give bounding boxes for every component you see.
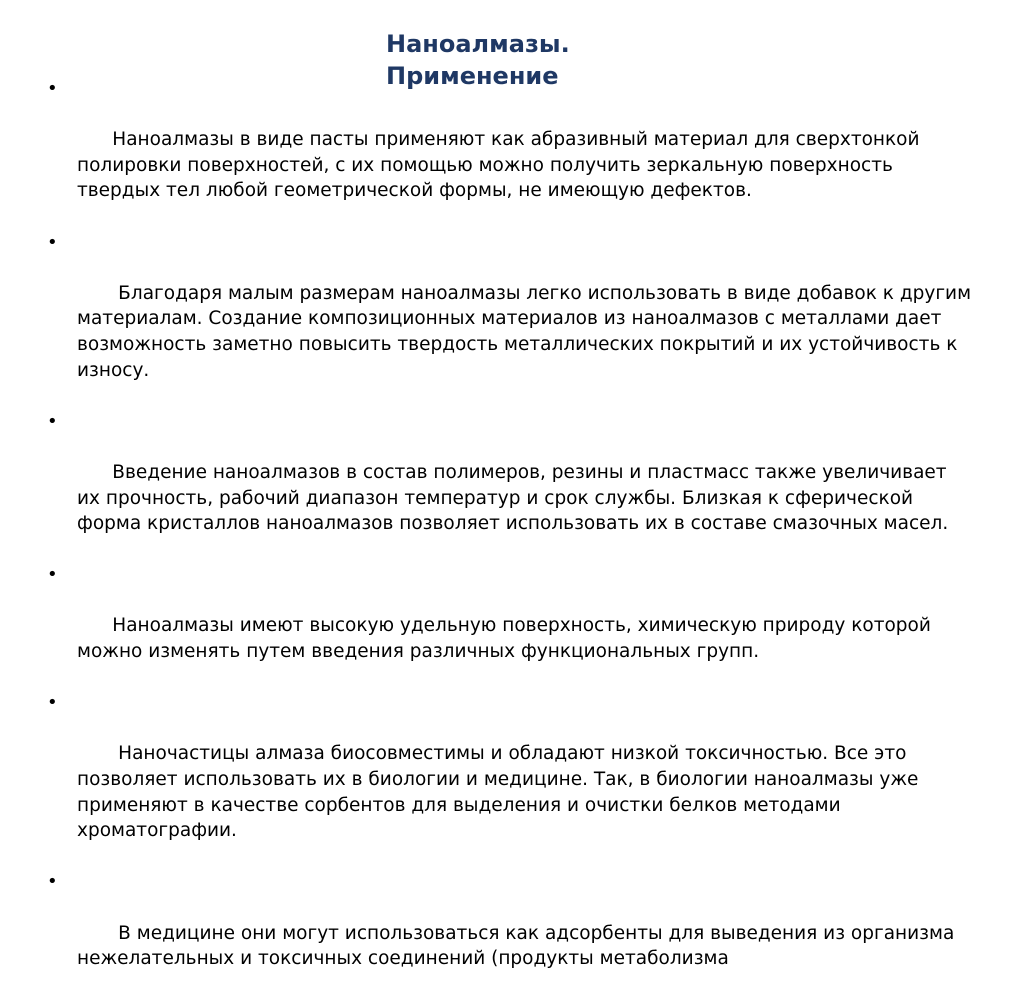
bullet-text: Наноалмазы имеют высокую удельную поверхность, химическую природу которой можно изменять путем введения различных функциональных групп. [77, 615, 937, 663]
bullet-text: Введение наноалмазов в состав полимеров, резины и пластмасс также увеличивает их прочность, рабочий диапазон температур и срок службы. Близкая к сферической форма кристаллов наноалмазов позволяет использовать их в составе смазочных масел. [77, 461, 953, 535]
bullet-list [0, 76, 1024, 997]
bullet-dot-icon: • [47, 871, 58, 893]
bullet-item [0, 562, 1024, 690]
bullet-item [0, 690, 1024, 869]
bullet-dot-icon: • [47, 564, 58, 586]
bullet-text: Наночастицы алмаза биосовместимы и обладают низкой токсичностью. Все это позволяет использовать их в биологии и медицине. Так, в биологии наноалмазы уже применяют в качестве сорбентов для выделения и очистки белков методами хроматографии. [77, 743, 925, 842]
bullet-text: Наноалмазы в виде пасты применяют как абразивный материал для сверхтонкой полировки поверхностей, с их помощью можно получить зеркальную поверхность твердых тел любой геометрической формы, не имеющую дефектов. [77, 129, 926, 202]
bullet-dot-icon: • [47, 410, 58, 432]
bullet-dot-icon: • [47, 231, 58, 253]
bullet-text: Благодаря малым размерам наноалмазы легко использовать в виде добавок к другим материалам. Создание композиционных материалов из наноалмазов с металлами дает возможность заметно повысить твердость металлических покрытий и их устойчивость к износу. [77, 282, 977, 381]
bullet-item [0, 869, 1024, 997]
bullet-text: В медицине они могут использоваться как адсорбенты для выведения из организма нежелательных и токсичных соединений (продукты метаболизма [77, 922, 961, 970]
bullet-item [0, 76, 1024, 230]
bullet-dot-icon: • [47, 692, 58, 714]
slide-title: Наноалмазы. Применение [386, 30, 570, 90]
bullet-item [0, 230, 1024, 409]
bullet-item [0, 409, 1024, 563]
bullet-dot-icon: • [47, 78, 58, 99]
